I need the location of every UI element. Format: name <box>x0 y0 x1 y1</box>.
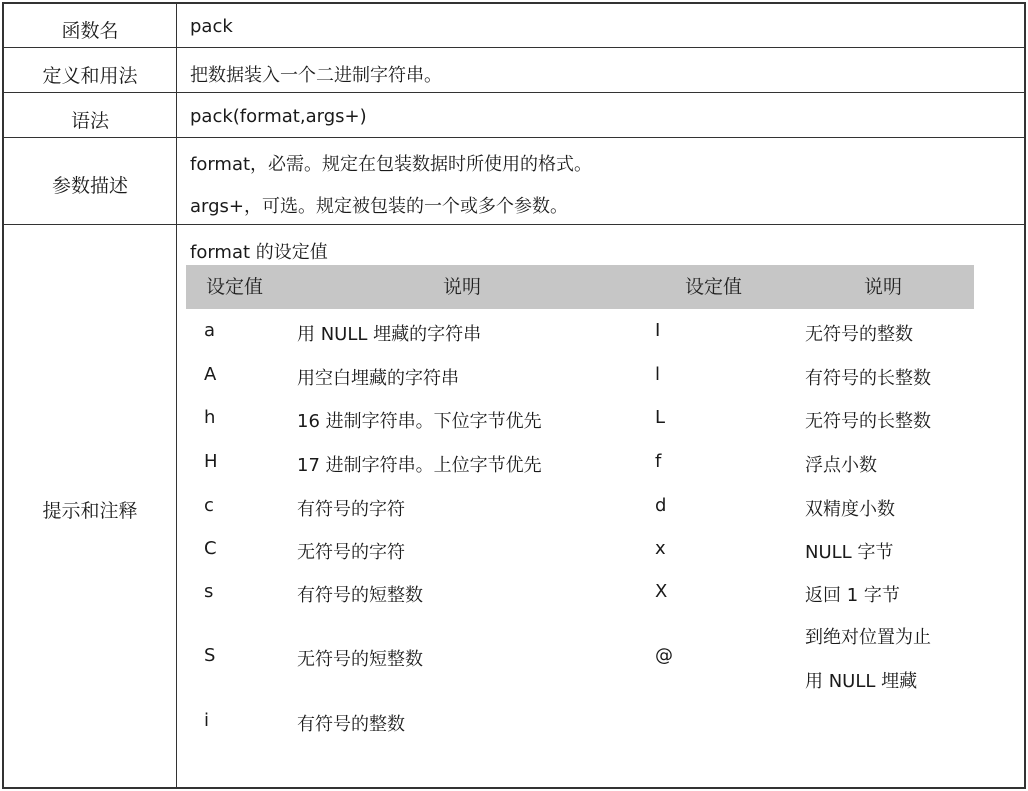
parameter-args-description: args+，可选。规定被包装的一个或多个参数。 <box>190 196 568 217</box>
row-divider <box>4 224 1024 225</box>
format-code: @ <box>655 645 673 666</box>
row-label-syntax: 语法 <box>70 110 109 132</box>
format-code: f <box>655 451 662 472</box>
format-code: d <box>655 495 667 516</box>
format-description: 有符号的整数 <box>297 714 405 735</box>
parameter-format-description: format，必需。规定在包装数据时所使用的格式。 <box>190 154 593 175</box>
row-divider <box>4 92 1024 93</box>
format-description: 17 进制字符串。上位字节优先 <box>297 455 542 476</box>
format-description: 有符号的短整数 <box>297 585 423 606</box>
function-name-value: pack <box>190 16 233 37</box>
format-description: 双精度小数 <box>805 499 895 520</box>
format-description: 无符号的整数 <box>805 324 913 345</box>
format-description: 用 NULL 埋藏 <box>805 671 918 692</box>
row-divider <box>4 47 1024 48</box>
format-code: x <box>655 538 666 559</box>
header-description: 说明 <box>864 276 903 298</box>
format-description: 有符号的长整数 <box>805 368 931 389</box>
format-description: 用 NULL 埋藏的字符串 <box>297 324 482 345</box>
format-code: h <box>204 407 216 428</box>
column-divider <box>176 4 177 787</box>
header-description: 说明 <box>443 276 482 298</box>
format-description: 用空白埋藏的字符串 <box>297 368 459 389</box>
row-label-parameters: 参数描述 <box>51 175 128 197</box>
format-description: 有符号的字符 <box>297 499 405 520</box>
format-code: C <box>204 538 217 559</box>
row-divider <box>4 137 1024 138</box>
format-description: 无符号的长整数 <box>805 411 931 432</box>
format-code: I <box>655 320 661 341</box>
format-description: 返回 1 字节 <box>805 585 900 606</box>
row-label-notes: 提示和注释 <box>42 500 138 522</box>
format-code: L <box>655 407 666 428</box>
format-table-header <box>186 265 974 309</box>
header-setting-value: 设定值 <box>206 276 264 298</box>
format-code: a <box>204 320 216 341</box>
format-description: 无符号的字符 <box>297 542 405 563</box>
format-values-intro: format 的设定值 <box>190 242 328 263</box>
definition-value: 把数据装入一个二进制字符串。 <box>190 65 442 86</box>
header-setting-value: 设定值 <box>685 276 743 298</box>
format-code: A <box>204 364 217 385</box>
format-description: 无符号的短整数 <box>297 649 423 670</box>
format-description: NULL 字节 <box>805 542 894 563</box>
row-label-definition: 定义和用法 <box>42 65 138 87</box>
format-code: S <box>204 645 216 666</box>
format-code: c <box>204 495 214 516</box>
format-code: s <box>204 581 214 602</box>
format-code: X <box>655 581 668 602</box>
format-description: 到绝对位置为止 <box>805 627 931 648</box>
row-label-function-name: 函数名 <box>61 20 119 42</box>
format-code: l <box>655 364 661 385</box>
syntax-value: pack(format,args+) <box>190 106 367 127</box>
format-code: H <box>204 451 218 472</box>
format-description: 浮点小数 <box>805 455 877 476</box>
format-code: i <box>204 710 210 731</box>
format-description: 16 进制字符串。下位字节优先 <box>297 411 542 432</box>
